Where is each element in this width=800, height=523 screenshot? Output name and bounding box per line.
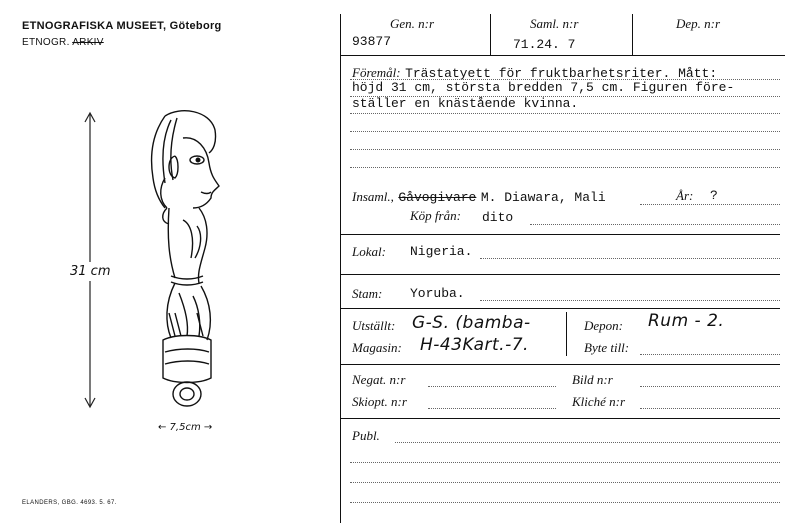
statuette-drawing — [135, 108, 235, 418]
ar-value: ? — [710, 188, 718, 203]
dep-label: Dep. n:r — [676, 16, 721, 31]
foremal-line-3: ställer en knästående kvinna. — [352, 96, 579, 111]
gen-label: Gen. n:r — [390, 16, 435, 31]
insaml-label: Insaml., — [352, 189, 394, 204]
insaml-value: M. Diawara, Mali — [480, 190, 606, 205]
archive-line — [22, 37, 104, 48]
foremal-line-1: Trästatyett för fruktbarhetsriter. Mått: — [405, 66, 718, 81]
depon-value: Rum - 2. — [648, 311, 725, 331]
foremal-line-2: höjd 31 cm, största bredden 7,5 cm. Figuren före- — [352, 80, 735, 95]
bild-label: Bild n:r — [572, 372, 613, 387]
kop-value: dito — [482, 210, 514, 225]
lokal-label: Lokal: — [352, 244, 386, 259]
skiopt-label: Skiopt. n:r — [352, 394, 407, 409]
archive-prefix: ETNOGR. — [22, 37, 70, 48]
divider-lokal — [340, 234, 780, 235]
utstallt-col-divider — [566, 312, 567, 356]
height-label: 31 cm — [70, 264, 111, 279]
byte-label: Byte till: — [584, 340, 630, 355]
utstallt-label: Utställt: — [352, 318, 396, 333]
saml-label: Saml. n:r — [530, 16, 579, 31]
foremal-label: Föremål: — [352, 65, 401, 80]
width-label: ← 7,5cm → — [158, 422, 213, 433]
stam-label: Stam: — [352, 286, 383, 301]
stam-value: Yoruba. — [410, 286, 465, 301]
divider-publ — [340, 418, 780, 419]
divider-utstallt — [340, 308, 780, 309]
gen-value: 93877 — [352, 34, 392, 49]
magasin-label: Magasin: — [352, 340, 402, 355]
lokal-value: Nigeria. — [410, 244, 473, 259]
header-col-divider-1 — [490, 14, 491, 55]
height-arrow-icon — [80, 110, 100, 410]
divider-negat — [340, 364, 780, 365]
header-col-divider-2 — [632, 14, 633, 55]
negat-label: Negat. n:r — [352, 372, 406, 387]
utstallt-value: G-S. (bamba- — [412, 313, 531, 333]
cliche-label: Kliché n:r — [572, 394, 626, 409]
kop-label: Köp från: — [410, 208, 461, 223]
printer-imprint: ELANDERS, GBG. 4693. 5. 67. — [22, 500, 117, 506]
header-divider — [340, 55, 785, 56]
insaml-row — [352, 188, 606, 206]
saml-value: 71.24. 7 — [513, 37, 576, 52]
divider-stam — [340, 274, 780, 275]
depon-label: Depon: — [584, 318, 623, 333]
insaml-struck-text: Gåvogivare — [398, 190, 477, 205]
card-left-border — [340, 14, 341, 523]
museum-title: ETNOGRAFISKA MUSEET, Göteborg — [22, 20, 222, 32]
magasin-value: H-43Kart.-7. — [420, 335, 529, 355]
publ-label: Publ. — [352, 428, 380, 443]
ar-label: År: — [676, 188, 694, 203]
archive-struck-text: ARKIV — [72, 37, 104, 48]
